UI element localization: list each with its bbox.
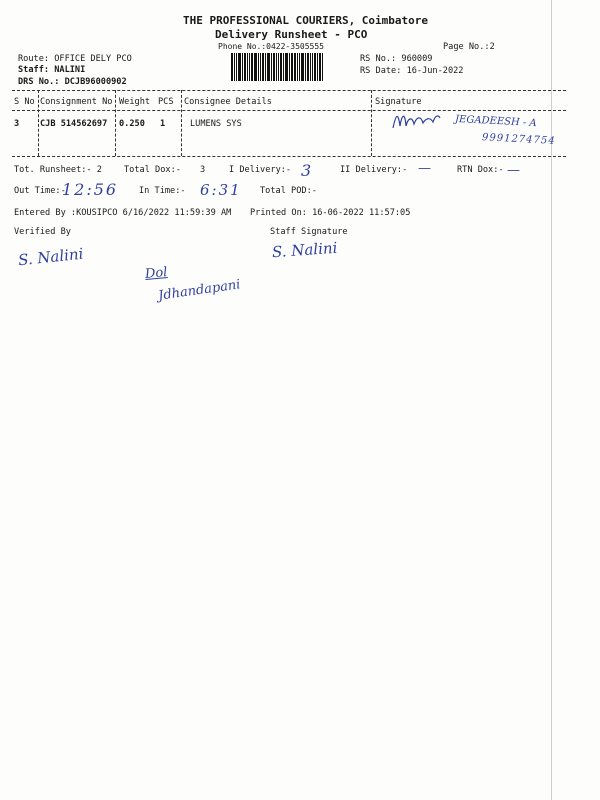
col-header-signature: Signature (375, 97, 422, 107)
barcode-bar (265, 53, 266, 81)
barcode-bar (262, 53, 264, 81)
row-consignment: CJB 514562697 (40, 119, 108, 129)
barcode-bar (322, 53, 323, 81)
row-consignee: LUMENS SYS (190, 119, 242, 129)
barcode-bar (242, 53, 243, 81)
handwritten-note-top: Dol (144, 265, 169, 282)
barcode-bar (276, 53, 277, 81)
barcode-bar (312, 53, 313, 81)
company-name: THE PROFESSIONAL COURIERS, Coimbatore (183, 14, 429, 27)
rs-date: RS Date: 16-Jun-2022 (360, 66, 464, 76)
staff-signature-label: Staff Signature (270, 227, 348, 237)
barcode-bar (297, 53, 298, 81)
table-top-rule (12, 90, 566, 91)
page-edge-line (551, 0, 552, 800)
barcode-bar (260, 53, 261, 81)
barcode (231, 53, 335, 81)
i-delivery-handwritten: 3 (301, 161, 312, 180)
row-weight: 0.250 (119, 119, 145, 129)
verified-by-label: Verified By (14, 227, 71, 237)
barcode-bar (280, 53, 282, 81)
total-dox-label: Total Dox:- (124, 165, 181, 175)
barcode-bar (285, 53, 288, 81)
barcode-bar (299, 53, 300, 81)
i-delivery-label: I Delivery:- (229, 165, 292, 175)
col-divider (115, 90, 116, 156)
total-pod-label: Total POD:- (260, 186, 317, 196)
receiver-phone-handwritten: 9991274754 (481, 132, 556, 147)
entered-by: Entered By :KOUSIPCO 6/16/2022 11:59:39 AM (14, 208, 232, 218)
in-time-label: In Time:- (139, 186, 186, 196)
col-header-sno: S No (14, 97, 35, 107)
col-divider (181, 90, 182, 156)
row-sno: 3 (14, 119, 20, 129)
in-time-handwritten: 6:31 (200, 181, 242, 199)
printed-on: Printed On: 16-06-2022 11:57:05 (250, 208, 411, 218)
out-time-label: Out Time:- (14, 186, 66, 196)
handwritten-note-bottom: Jdhandapani (157, 277, 242, 304)
barcode-bar (273, 53, 275, 81)
col-divider (38, 90, 39, 156)
barcode-bar (258, 53, 259, 81)
page-number: Page No.:2 (443, 42, 495, 52)
rtn-dox-label: RTN Dox:- (457, 165, 504, 175)
barcode-bar (244, 53, 246, 81)
barcode-bar (251, 53, 253, 81)
barcode-bar (236, 53, 237, 81)
barcode-bar (254, 53, 257, 81)
barcode-bar (305, 53, 306, 81)
barcode-bar (247, 53, 248, 81)
barcode-bar (314, 53, 316, 81)
total-runsheet: Tot. Runsheet:- 2 (14, 165, 102, 175)
barcode-bar (289, 53, 290, 81)
row-pcs: 1 (160, 119, 166, 129)
phone-number: Phone No.:0422-3505555 (218, 42, 324, 51)
barcode-bar (310, 53, 311, 81)
barcode-bar (238, 53, 241, 81)
col-header-pcs: PCS (158, 97, 174, 107)
barcode-bar (267, 53, 270, 81)
route-label: Route: OFFICE DELY PCO (18, 54, 132, 64)
col-header-weight: Weight (119, 97, 151, 107)
barcode-bar (278, 53, 279, 81)
barcode-bar (301, 53, 304, 81)
barcode-bar (283, 53, 284, 81)
drs-number: DRS No.: DCJB96000902 (18, 77, 127, 87)
barcode-bar (319, 53, 321, 81)
col-header-consignment: Consignment No (40, 97, 113, 107)
barcode-bar (294, 53, 296, 81)
staff-signature-handwritten: S. Nalini (271, 238, 338, 262)
staff-label: Staff: NALINI (18, 65, 86, 75)
receiver-name-handwritten: JEGADEESH - A (454, 113, 537, 130)
total-dox-value: 3 (200, 165, 206, 175)
document-title: Delivery Runsheet - PCO (215, 28, 368, 41)
out-time-handwritten: 12:56 (62, 180, 119, 199)
receiver-signature (390, 108, 442, 134)
barcode-bar (317, 53, 318, 81)
barcode-bar (307, 53, 309, 81)
barcode-bar (231, 53, 233, 81)
ii-delivery-handwritten: — (418, 161, 431, 176)
table-bottom-rule (12, 156, 566, 157)
col-divider (371, 90, 372, 156)
barcode-bar (271, 53, 272, 81)
barcode-bar (291, 53, 293, 81)
ii-delivery-label: II Delivery:- (340, 165, 408, 175)
barcode-bar (249, 53, 250, 81)
verifier-signature-handwritten: S. Nalini (17, 244, 85, 270)
col-header-consignee: Consignee Details (184, 97, 272, 107)
table-header-rule (12, 110, 566, 111)
rtn-dox-handwritten: — (507, 163, 520, 178)
rs-number: RS No.: 960009 (360, 54, 433, 64)
barcode-bar (234, 53, 235, 81)
